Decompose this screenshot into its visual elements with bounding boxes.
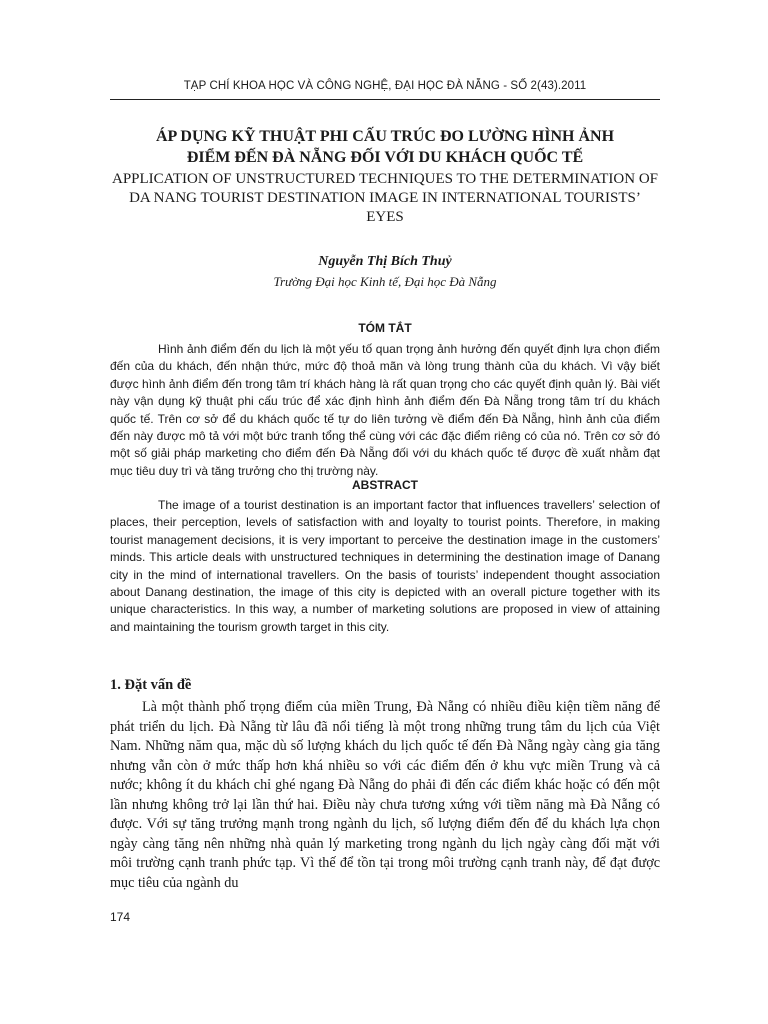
title-vietnamese-line-1: ÁP DỤNG KỸ THUẬT PHI CẤU TRÚC ĐO LƯỜNG HÌNH ẢNH: [155, 128, 615, 145]
author-name: Nguyễn Thị Bích Thuỷ: [318, 254, 452, 269]
page-number: 174: [110, 910, 131, 924]
tom-tat-body: Hình ảnh điểm đến du lịch là một yếu tố quan trọng ảnh hưởng đến quyết định lựa chọn điểm đến của du khách, đến nhận thức, mức độ thoả mãn và lòng trung thành của du khách. Vì vậy biết được hình ảnh điểm đến trong tâm trí khách hàng là rất quan trọng cho các quyết định quản lý. Bài viết này vận dụng kỹ thuật phi cấu trúc để xác định hình ảnh điểm đến Đà Nẵng trong tâm trí du khách quốc tế. Trên cơ sở để du khách quốc tế tự do liên tưởng về điểm đến Đà Nẵng, hình ảnh của điểm đến này được mô tả với một bức tranh tổng thể cùng với các đặc điểm riêng có của nó. Trên cơ sở đó một số giải pháp marketing cho điểm đến Đà Nẵng đối với du khách quốc tế được đề xuất nhằm đạt mục tiêu duy trì và tăng trưởng cho thị trường này.: [110, 342, 660, 478]
section-1-heading: 1. Đặt vấn đề: [110, 677, 192, 693]
title-english: APPLICATION OF UNSTRUCTURED TECHNIQUES TO THE DETERMINATION OF DA NANG TOURIST DESTINATION IMAGE IN INTERNATIONAL TOURISTS’ EYES: [112, 171, 658, 225]
title-vietnamese: [90, 126, 680, 168]
section-1-body: Là một thành phố trọng điểm của miền Trung, Đà Nẵng có nhiều điều kiện tiềm năng để phát triển du lịch. Đà Nẵng từ lâu đã nổi tiếng là một trong những trung tâm du lịch của Việt Nam. Những năm qua, mặc dù số lượng khách du lịch quốc tế đến Đà Nẵng ngày càng gia tăng nhưng vẫn còn ở mức thấp hơn khá nhiều so với các điểm đến ở khu vực miền Trung và cả nước; không ít du khách chỉ ghé ngang Đà Nẵng do phải đi đến các điểm khác hoặc có đến một lần nhưng không trở lại lần thứ hai. Điều này chưa tương xứng với tiềm năng mà Đà Nẵng có được. Với sự tăng trưởng mạnh trong ngành du lịch, số lượng điểm đến để du khách lựa chọn ngày càng tăng nên những nhà quản lý marketing trong ngành du lịch ngày càng đối mặt với môi trường cạnh tranh phức tạp. Vì thế để tồn tại trong môi trường cạnh tranh này, để đạt được mục tiêu của ngành du: [110, 699, 660, 891]
title-vietnamese-line-2: ĐIỂM ĐẾN ĐÀ NẴNG ĐỐI VỚI DU KHÁCH QUỐC TẾ: [186, 149, 584, 166]
header-rule: [110, 99, 660, 100]
journal-header: TẠP CHÍ KHOA HỌC VÀ CÔNG NGHỆ, ĐẠI HỌC ĐÀ NẴNG - SỐ 2(43).2011: [183, 80, 587, 92]
author-affiliation: Trường Đại học Kinh tế, Đại học Đà Nẵng: [273, 274, 497, 289]
abstract-heading: ABSTRACT: [352, 478, 418, 492]
tom-tat-heading: TÓM TẮT: [358, 321, 412, 335]
abstract-body: The image of a tourist destination is an important factor that influences travellers’ selection of places, their perception, levels of satisfaction with and loyalty to tourist points. Therefore, in making tourist management decisions, it is very important to perceive the destination image in the customers’ minds. This article deals with unstructured techniques in determining the destination image of Danang city in the mind of international travellers. On the basis of tourists’ independent thought association about Danang destination, the image of this city is depicted with an overall picture together with its unique characteristics. In this way, a number of marketing solutions are proposed in view of attaining and maintaining the tourism growth target in this city.: [110, 498, 660, 634]
